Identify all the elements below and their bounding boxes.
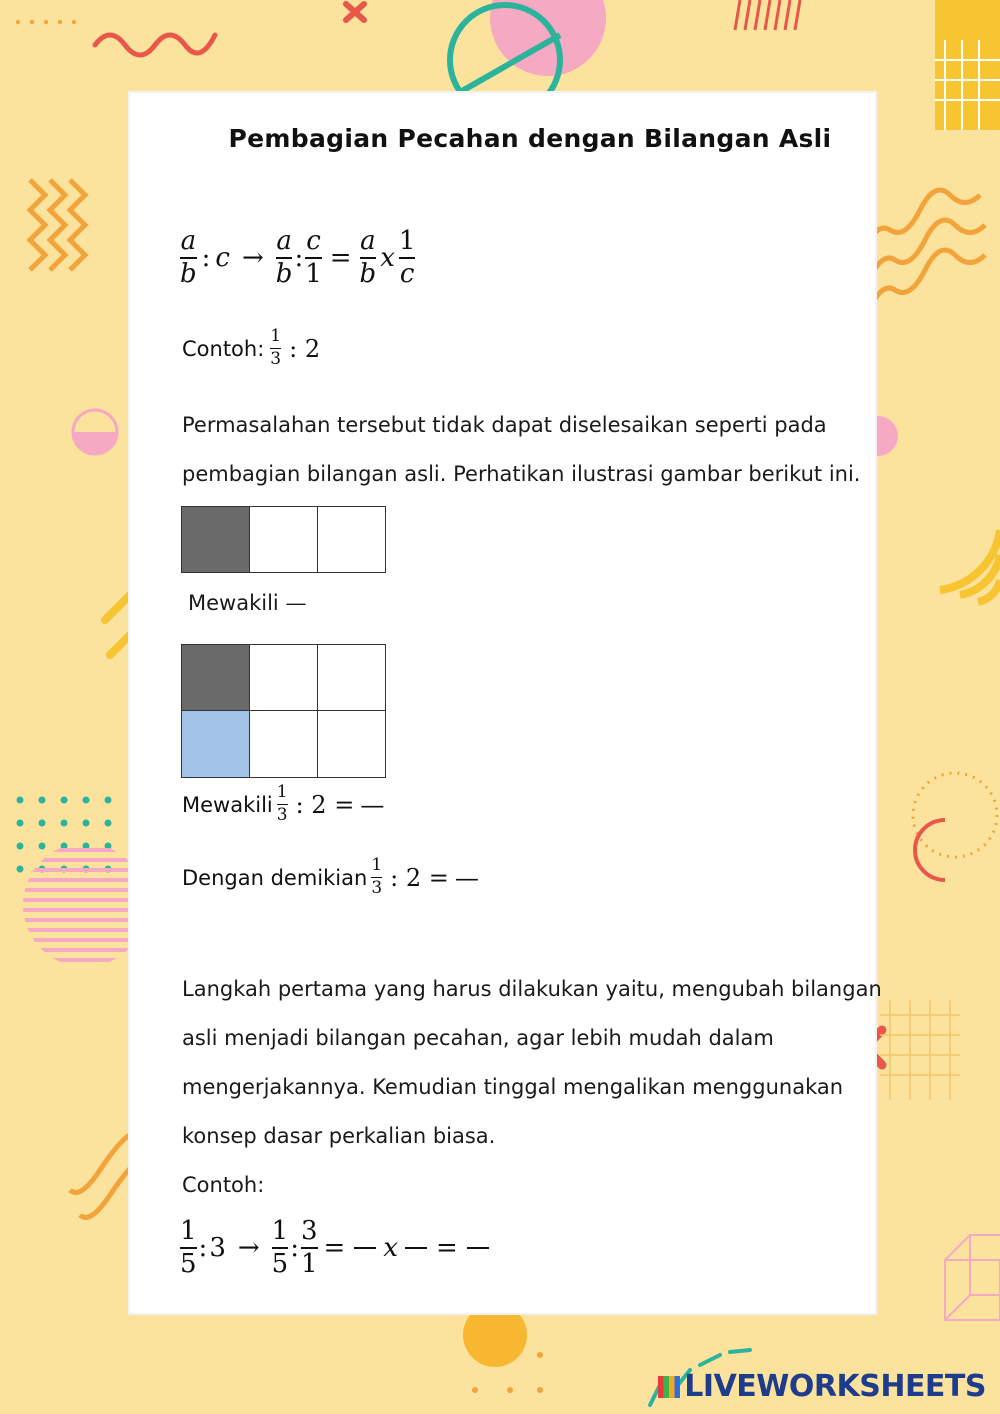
represent-label: Mewakili <box>188 591 279 615</box>
grid-cell <box>318 645 386 711</box>
fraction <box>276 228 293 288</box>
division-expression: : 2 = <box>390 863 449 892</box>
denominator: 3 <box>270 349 282 370</box>
fraction <box>399 228 416 288</box>
represent-label: Mewakili <box>182 792 273 817</box>
fraction <box>360 228 377 288</box>
fraction <box>180 1218 197 1278</box>
numerator: 3 <box>300 1216 318 1246</box>
equals-sign: = <box>435 1233 458 1264</box>
numerator: a <box>360 226 376 256</box>
fraction <box>305 228 322 288</box>
stripes-decoration <box>735 0 800 30</box>
fraction-grid-one-third <box>181 506 386 573</box>
answer-blank[interactable]: — <box>454 863 479 892</box>
paragraph-line: konsep dasar perkalian biasa. <box>182 1124 496 1148</box>
page-title: Pembagian Pecahan dengan Bilangan Asli <box>228 124 832 153</box>
equals-sign: = <box>323 1233 346 1264</box>
numerator: 1 <box>270 326 282 346</box>
paragraph-line: Langkah pertama yang harus dilakukan yaitu, mengubah bilangan <box>182 977 882 1001</box>
wave-decoration <box>860 190 985 320</box>
numerator: a <box>180 226 197 256</box>
answer-blank[interactable] <box>354 1247 376 1249</box>
fraction <box>270 328 281 369</box>
numerator: 1 <box>398 226 416 256</box>
example-label: Contoh: <box>182 1173 265 1197</box>
paragraph-line: asli menjadi bilangan pecahan, agar lebih mudah dalam <box>182 1026 774 1050</box>
example-2-formula <box>180 1218 492 1278</box>
denominator: 5 <box>271 1248 289 1279</box>
x-mark-icon <box>346 4 364 20</box>
numerator: 1 <box>271 1216 289 1246</box>
denominator: 1 <box>300 1248 318 1279</box>
red-arc-decoration <box>915 820 945 880</box>
divisor: c <box>215 243 230 274</box>
denominator: c <box>399 258 415 289</box>
shaded-cell <box>182 645 250 711</box>
squiggle-decoration <box>95 35 215 55</box>
answer-blank[interactable] <box>405 1247 427 1249</box>
arrow-icon: → <box>237 1233 260 1264</box>
shaded-cell <box>182 711 250 778</box>
numerator: 1 <box>276 782 288 802</box>
denominator: b <box>180 258 197 289</box>
fraction-grid-divided <box>181 644 386 778</box>
liveworksheets-logo <box>658 1369 986 1404</box>
grid-decoration <box>880 1000 960 1100</box>
fraction <box>301 1218 318 1278</box>
paragraph-line: Permasalahan tersebut tidak dapat diselesaikan seperti pada <box>182 413 827 437</box>
grid-cell <box>250 711 318 778</box>
grid-cell <box>250 507 318 573</box>
grid-cell <box>250 645 318 711</box>
logo-icon <box>658 1376 680 1398</box>
denominator: 3 <box>371 878 383 899</box>
conclusion-label: Dengan demikian <box>182 865 368 890</box>
divide-sign: : <box>198 1233 208 1264</box>
paragraph-line: pembagian bilangan asli. Perhatikan ilustrasi gambar berikut ini. <box>182 462 861 486</box>
divisor: : 2 <box>289 334 321 363</box>
conclusion-line <box>182 857 479 898</box>
equals-sign: = <box>329 243 352 274</box>
answer-blank[interactable] <box>467 1247 489 1249</box>
divide-sign: : <box>290 1233 299 1264</box>
denominator: 1 <box>305 258 322 289</box>
divide-sign: : <box>294 243 304 274</box>
represent-line-2 <box>182 784 384 825</box>
divide-sign: : <box>201 243 211 274</box>
paragraph-line: mengerjakannya. Kemudian tinggal mengalikan menggunakan <box>182 1075 844 1099</box>
example-1 <box>182 328 320 369</box>
denominator: 3 <box>276 805 288 826</box>
shaded-cell <box>182 507 250 573</box>
denominator: b <box>359 258 377 289</box>
division-expression: : 2 = <box>295 790 355 819</box>
fraction <box>272 1218 289 1278</box>
zigzag-decoration <box>30 180 85 270</box>
cube-decoration <box>945 1235 1000 1320</box>
times-sign: x <box>383 1233 398 1264</box>
numerator: a <box>276 226 292 256</box>
fraction <box>371 857 382 898</box>
arc-decoration <box>940 530 1000 602</box>
represent-line-1 <box>188 591 306 615</box>
numerator: 1 <box>371 855 383 875</box>
dots-decoration <box>16 20 76 24</box>
example-label: Contoh: <box>182 336 265 361</box>
logo-text: LIVEWORKSHEETS <box>684 1369 986 1404</box>
divisor: 3 <box>209 1233 226 1264</box>
times-sign: x <box>380 243 395 274</box>
grid-cell <box>318 507 386 573</box>
numerator: 1 <box>180 1216 197 1246</box>
dotted-circle-decoration <box>913 773 997 857</box>
grid-cell <box>318 711 386 778</box>
answer-blank[interactable]: — <box>285 591 307 615</box>
denominator: b <box>275 258 293 289</box>
denominator: 5 <box>180 1248 197 1279</box>
fraction <box>277 784 288 825</box>
fraction <box>180 228 197 288</box>
answer-blank[interactable]: — <box>360 790 385 819</box>
general-formula <box>180 228 415 288</box>
arrow-icon: → <box>241 243 264 274</box>
numerator: c <box>306 226 321 256</box>
